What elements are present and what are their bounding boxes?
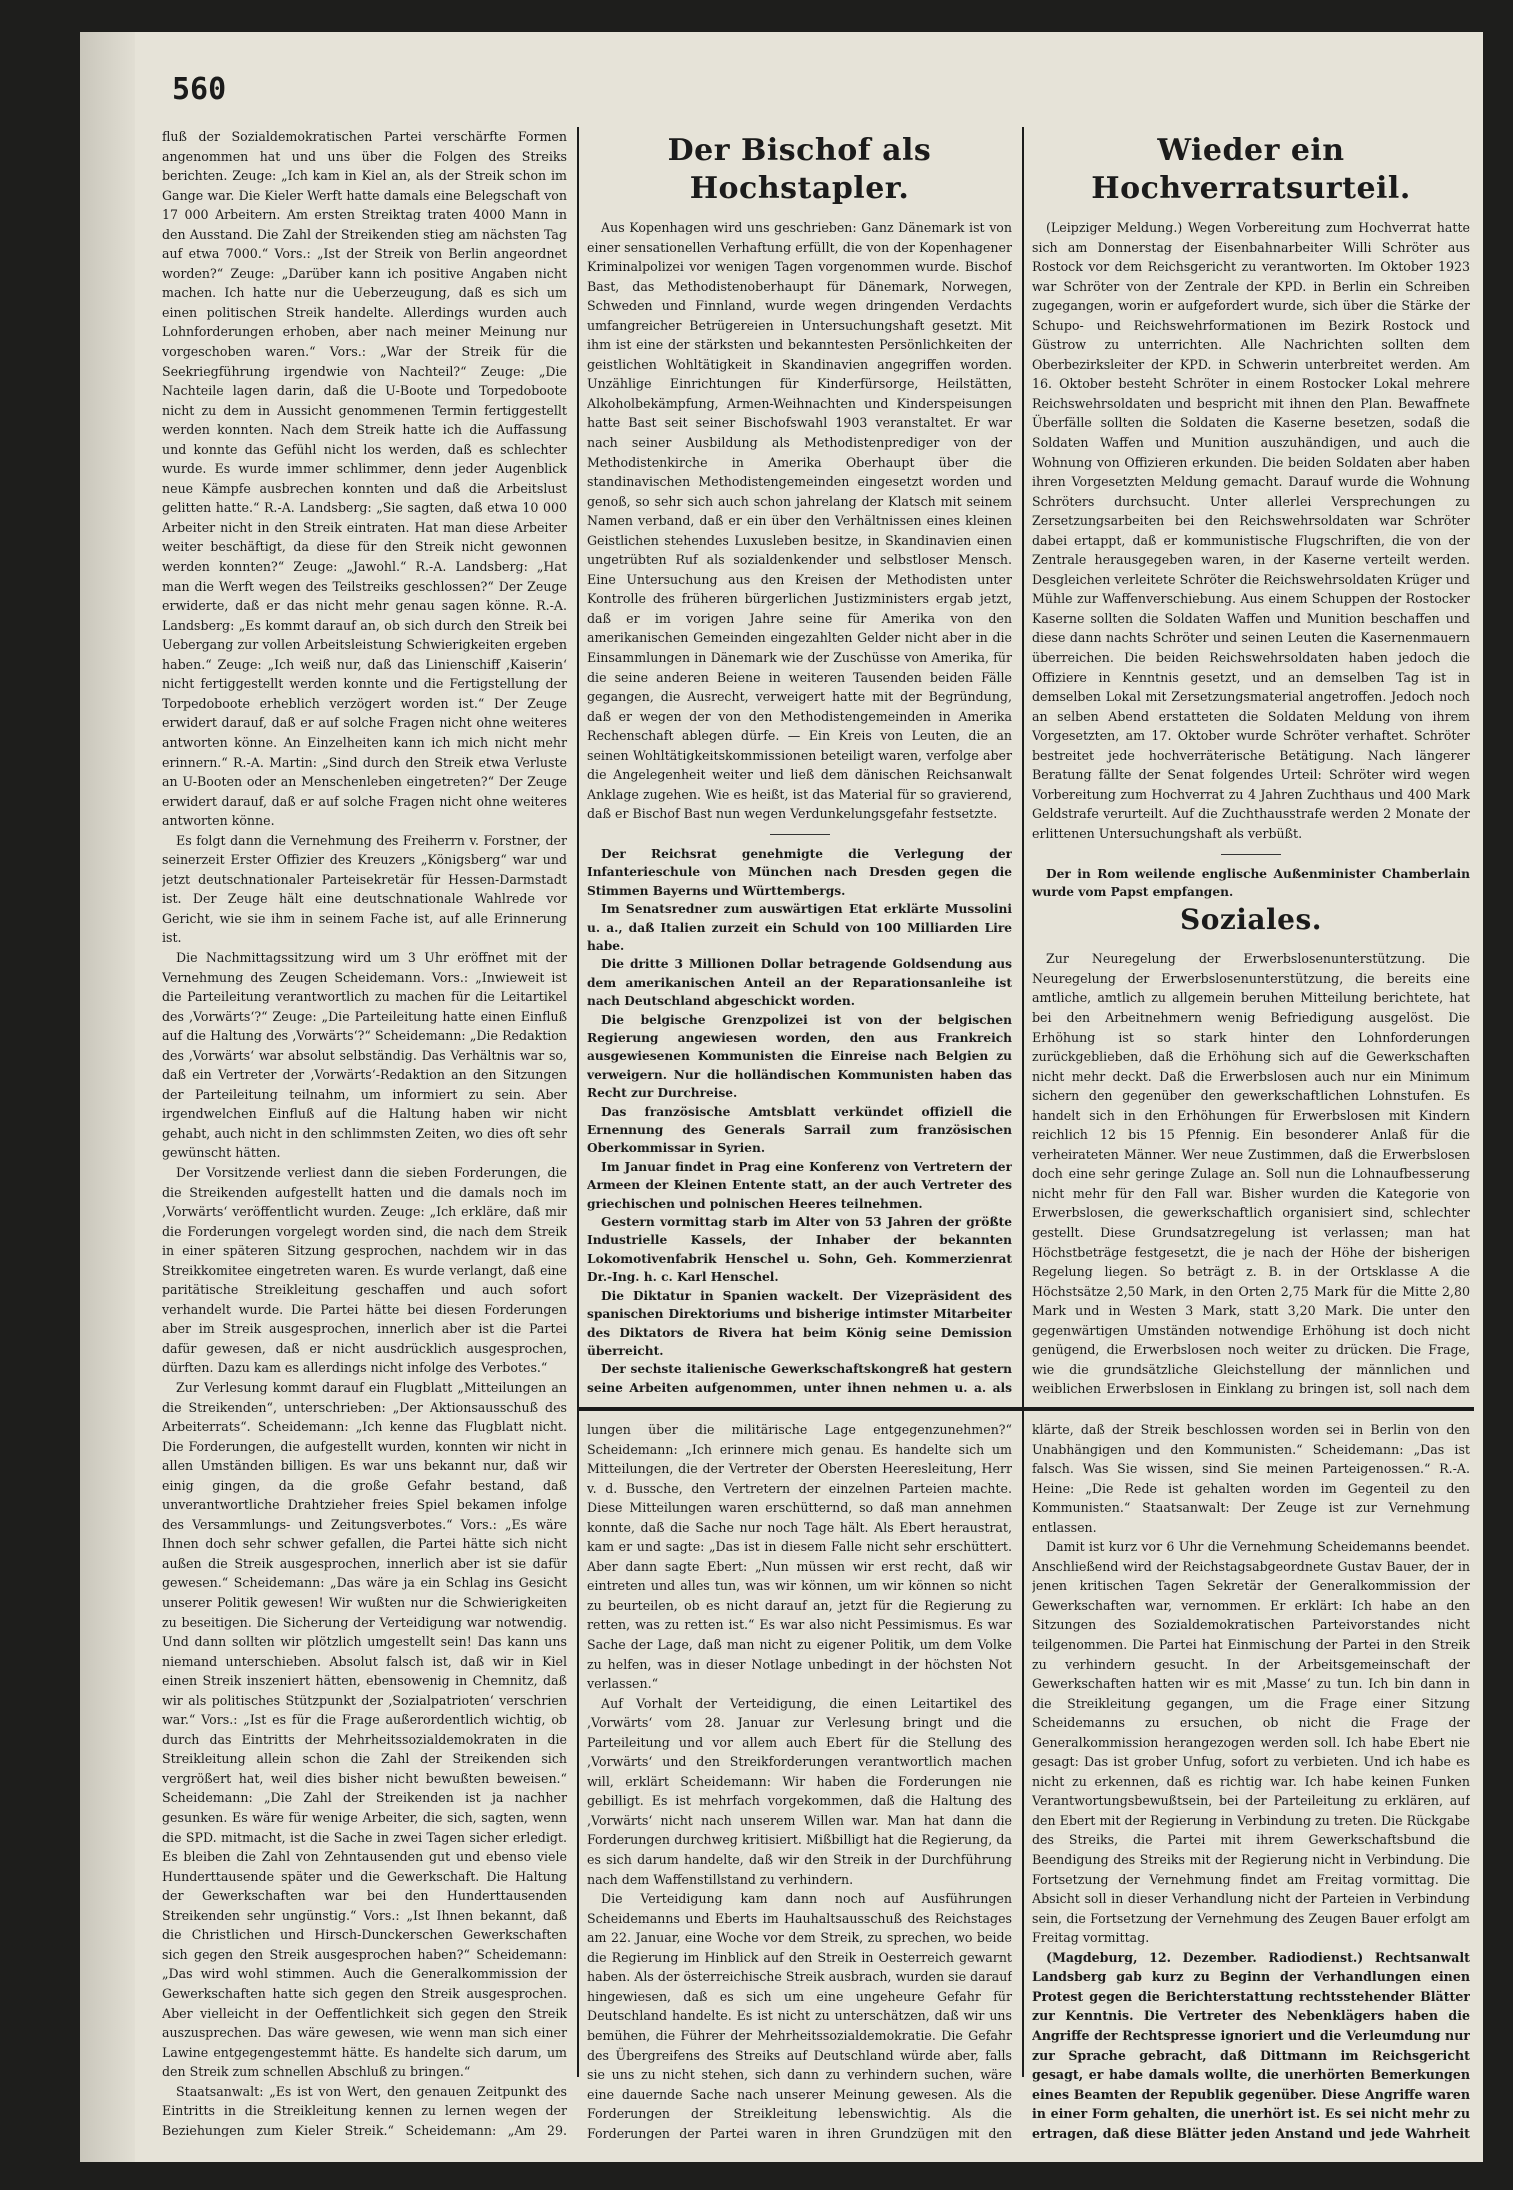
left-paragraph-5: Zur Verlesung kommt darauf ein Flugblatt „Mitteilungen an die Streikenden“, unterschrieben: „Der Aktionsausschuß des Arbeiterrats“. Scheidemann: „Ich kenne das Flugblatt nicht. Die Forderungen, die aufgestellt wurden, konnten wir nicht in allen Umständen billigen. Es war uns bekannt nur, daß wir einig gingen, da die große Gefahr bestand, daß unverantwortliche Drahtzieher freies Spiel bekamen infolge des Versammlungs- und Zeitungsverbotes.“ Vors.: „Es wäre Ihnen doch sehr schwer gefallen, die Partei hätte sich nicht außen die Streik ausgesprochen, innerlich aber ist sie dafür gewesen.“ Scheidemann: „Das wäre ja ein Schlag ins Gesicht unserer Politik gewesen! Wir wußten nur die Schwierigkeiten zu beseitigen. Die Sicherung der Verteidigung war notwendig. Und dann sollten wir plötzlich umgestellt sein! Das kann uns niemand unterschieben. Absolut falsch ist, daß wir in Kiel einen Streik inszeniert hätten, ebensowenig in Chemnitz, daß wir als politisches Stützpunkt der ‚Sozialpatrioten‘ verschrien war.“ Vors.: „Ist es für die Frage außerordentlich wichtig, ob durch das Eintritts der Mehrheitssozialdemokraten in die Streikleitung allein schon die Zahl der Streikenden sich vergrößert hat, weil dies bisher nicht bewußten beweisen.“ Scheidemann: „Die Zahl der Streikenden ist ja nachher gesunken. Es wäre für wenige Arbeiter, die sich, sagten, wenn die SPD. mitmacht, ist die Sache in zwei Tagen sicher erledigt. Es bleiben die Zahl von Zehntausenden gut und ebenso viele Hunderttausende später und die Gewerkschaft. Die Haltung der Gewerkschaften war bei den Hunderttausenden Streikenden sehr ungünstig.“ Vors.: „Ist Ihnen bekannt, daß die Christlichen und Hirsch-Dunckerschen Gewerkschaften sich gegen den Streik ausgesprochen haben?“ Scheidemann: „Das wird wohl stimmen. Auch die Generalkommission der Gewerkschaften hatte sich gegen den Streik ausgesprochen. Aber vielleicht in der Oeffentlichkeit sich gegen den Streik auszusprechen. Das wäre gewesen, wie wenn man sich einer Lawine entgegengestemmt hätte. Es handelte sich darum, um den Streik zum schnellen Abschluß zu bringen.“ xyxy=(162,1380,567,2080)
column-rule-1 xyxy=(577,127,579,2077)
lower-right-column xyxy=(1032,1420,1470,2142)
right-column xyxy=(1032,132,1470,1397)
treason-headline: Wieder ein Hochverratsurteil. xyxy=(1091,133,1411,206)
left-column xyxy=(162,127,567,2137)
news-brief-1: Der Reichsrat genehmigte die Verlegung der Infanterieschule von München nach Dresden gegen die Stimmen Bayerns und Württembergs. xyxy=(587,846,1012,898)
magdeburg-report: (Magdeburg, 12. Dezember. Radiodienst.) Rechtsanwalt Landsberg gab kurz zu Beginn der Verhandlungen einen Protest gegen die Berichterstattung rechtsstehender Blätter zur Kenntnis. Die Vertreter des Nebenklägers haben die Angriffe der Rechtspresse ignoriert und die Verleumdung nur zur Sprache gebracht, daß Dittmann im Reichsgericht gesagt, er habe damals wollte, die unerhörten Bemerkungen eines Beamten der Republik gegenüber. Diese Angriffe waren in einer Form gehalten, die unerhört ist. Es sei nicht mehr zu ertragen, daß diese Blätter jeden Anstand und jede Wahrheit xyxy=(1032,1949,1470,2141)
left-paragraph-3: Die Nachmittagssitzung wird um 3 Uhr eröffnet mit der Vernehmung des Zeugen Scheidemann. Vors.: „Inwieweit ist die Parteileitung verantwortlich zu machen für die Leitartikel des ‚Vorwärts‘?“ Zeuge: „Die Parteileitung hatte einen Einfluß auf die Haltung des ‚Vorwärts‘?“ Scheidemann: „Die Redaktion des ‚Vorwärts‘ war absolut selbständig. Das Verhältnis war so, daß ein Vertreter der ‚Vorwärts‘-Redaktion an den Sitzungen der Parteileitung teilnahm, um informiert zu sein. Aber irgendwelchen Einfluß auf die Haltung haben wir nicht gehabt, auch nicht in den schlimmsten Zeiten, wo dies oft sehr gewünscht hätten. xyxy=(162,949,567,1161)
column-rule-2 xyxy=(1022,127,1024,2077)
separator xyxy=(1221,854,1281,855)
lower-middle-column xyxy=(587,1420,1012,2142)
news-brief-6: Im Januar findet in Prag eine Konferenz von Vertretern der Armeen der Kleinen Entente statt, an der auch Vertreter des griechischen und polnischen Heeres teilnehmen. xyxy=(587,1159,1012,1211)
trial-continuation-4: klärte, daß der Streik beschlossen worden sei in Berlin von den Unabhängigen und den Kommunisten.“ Scheidemann: „Das ist falsch. Was Sie wissen, sind Sie meinen Parteigenossen.“ R.-A. Heine: „Die Rede ist gehalten worden im Gegenteil zu den Kommunisten.“ Staatsanwalt: Der Zeuge ist zur Vernehmung entlassen. xyxy=(1032,1422,1470,1535)
left-paragraph-1: fluß der Sozialdemokratischen Partei verschärfte Formen angenommen hat und uns über die Folgen des Streiks berichten. Zeuge: „Ich kam in Kiel an, als der Streik schon im Gange war. Die Kieler Werft hatte damals eine Belegschaft von 17 000 Arbeitern. Am ersten Streiktag traten 4000 Mann in den Ausstand. Die Zahl der Streikenden stieg am nächsten Tag auf etwa 7000.“ Vors.: „Ist der Streik von Berlin angeordnet worden?“ Zeuge: „Darüber kann ich positive Angaben nicht machen. Ich hatte nur die Ueberzeugung, daß es sich um einen politischen Streik handelte. Allerdings wurden auch Lohnforderungen erhoben, aber nach meiner Meinung nur vorgeschoben waren.“ Vors.: „War der Streik für die Seekriegführung irgendwie von Nachteil?“ Zeuge: „Die Nachteile lagen darin, daß die U-Boote und Torpedoboote nicht zu dem in Aussicht genommenen Termin fertiggestellt werden konnten. Nach dem Streik hatte ich die Auffassung und konnte das Gefühl nicht los werden, daß es schlechter wurde. Es wurde immer schlimmer, denn jeder Augenblick neue Kämpfe ausbrechen konnten und daß die Arbeitslust gelitten hatte.“ R.-A. Landsberg: „Sie sagten, daß etwa 10 000 Arbeiter nicht in den Streik eintraten. Hat man diese Arbeiter weiter beschäftigt, da diese für den Streik nicht gewonnen werden konnten?“ Zeuge: „Jawohl.“ R.-A. Landsberg: „Hat man die Werft wegen des Teilstreiks geschlossen?“ Der Zeuge erwiderte, daß er das nicht mehr genau sagen könne. R.-A. Landsberg: „Es kommt darauf an, ob sich durch den Streik bei Uebergang zur vollen Arbeitsleistung Schwierigkeiten ergeben haben.“ Zeuge: „Ich weiß nur, daß das Linienschiff ‚Kaiserin‘ nicht fertiggestellt werden konnte und die Fertigstellung der Torpedoboote erheblich verzögert worden ist.“ Der Zeuge erwidert darauf, daß er auf solche Fragen nicht ohne weiteres antworten könne. An Einzelheiten kann ich mich nicht mehr erinnern.“ R.-A. Martin: „Sind durch den Streik etwa Verluste an U-Booten oder an Menschenleben eingetreten?“ Der Zeuge erwidert darauf, daß er auf solche Fragen nicht ohne weiteres antworten könne. xyxy=(162,129,567,829)
news-brief-9: Der sechste italienische Gewerkschaftskongreß hat gestern seine Arbeiten aufgenommen, unter ihnen nehmen u. a. als xyxy=(587,1362,1012,1395)
left-paragraph-6: Staatsanwalt: „Es ist von Wert, den genauen Zeitpunkt des Eintritts in die Streikleitung kennen zu lernen wegen der Beziehungen zum Kieler Streik.“ Scheidemann: „Am 29. xyxy=(162,2083,567,2137)
news-brief-2: Im Senatsredner zum auswärtigen Etat erklärte Mussolini u. a., daß Italien zurzeit ein Schuld von 100 Milliarden Lire habe. xyxy=(587,902,1012,953)
newspaper-page xyxy=(80,32,1483,2162)
middle-column xyxy=(587,132,1012,1397)
news-brief-4: Die belgische Grenzpolizei ist von der belgischen Regierung angewiesen worden, den aus Frankreich ausgewiesenen Kommunisten die Einreise nach Belgien zu verweigern. Nur die holländischen Kommunisten haben das Recht zur Durchreise. xyxy=(587,1012,1012,1101)
page-number: 560 xyxy=(172,72,227,107)
page-binding-shadow xyxy=(80,32,135,2162)
trial-continuation-5: Damit ist kurz vor 6 Uhr die Vernehmung Scheidemanns beendet. Anschließend wird der Reichstagsabgeordnete Gustav Bauer, der in jenen kritischen Tagen Sekretär der Generalkommission der Gewerkschaften war, vernommen. Er erklärt: Ich habe an den Sitzungen des Sozialdemokratischen Parteivorstandes nicht teilgenommen. Die Partei hat Einmischung der Partei in den Streik zu verhindern gesucht. In der Arbeitsgemeinschaft der Gewerkschaften hatten wir es mit ‚Masse‘ zu tun. Ich bin dann in die Streikleitung gegangen, um die Frage einer Sitzung Scheidemanns zu ersuchen, ob nicht die Frage der Generalkommission herangezogen werden soll. Ich habe Ebert nie gesagt: Das ist grober Unfug, sofort zu verbieten. Und ich habe es nicht zu erkennen, daß es richtig war. Ich habe keinen Funken Verantwortungsbewußtsein, bei der Parteileitung zu erklären, auf den Ebert mit der Regierung in Verbindung zu treten. Die Rückgabe des Streiks, die Partei mit ihrem Gewerkschaftsbund die Beendigung des Streiks mit der Regierung nicht in Verbindung. Die Fortsetzung der Vernehmung findet am Freitag vormittag. Die Absicht soll in dieser Verhandlung nicht der Parteien in Verbindung sein, die Fortsetzung der Vernehmung des Zeugen Bauer erfolgt am Freitag vormittag. xyxy=(1032,1539,1470,1946)
left-paragraph-2: Es folgt dann die Vernehmung des Freiherrn v. Forstner, der seinerzeit Erster Offizier des Kreuzers „Königsberg“ war und jetzt deutschnationaler Parteisekretär für Hessen-Darmstadt ist. Der Zeuge hält eine deutschnationale Wahlrede vor Gericht, wie sie ihm in seinem Fache ist, auf alle Erinnerung ist. xyxy=(162,832,567,946)
news-brief-7: Gestern vormittag starb im Alter von 53 Jahren der größte Industrielle Kassels, der Inhaber der bekannten Lokomotivenfabrik Henschel u. Sohn, Geh. Kommerzienrat Dr.-Ing. h. c. Karl Henschel. xyxy=(587,1215,1012,1285)
soziales-headline: Soziales. xyxy=(1179,903,1323,937)
section-rule xyxy=(579,1407,1474,1411)
separator xyxy=(770,834,830,835)
bishop-headline: Der Bischof als Hochstapler. xyxy=(667,133,932,206)
chamberlain-brief: Der in Rom weilende englische Außenminister Chamberlain wurde vom Papst empfangen. xyxy=(1032,866,1470,899)
trial-continuation-1: lungen über die militärische Lage entgegenzunehmen?“ Scheidemann: „Ich erinnere mich genau. Es handelte sich um Mitteilungen, die der Vertreter der Obersten Heeresleitung, Herr v. d. Bussche, den Vertretern der einzelnen Parteien machte. Diese Mitteilungen waren erschütternd, so daß man annehmen konnte, daß die Sache nur noch Tage hält. Als Ebert heraustrat, kam er und sagte: „Das ist in diesem Falle nicht sehr erschüttert. Aber dann sagte Ebert: „Nun müssen wir erst recht, daß wir eintreten und alles tun, was wir können, um wir können so nicht zu beurteilen, ob es nicht darauf an, jetzt für die Regierung zu retten, was zu retten ist.“ Es war also nicht Pessimismus. Es war Sache der Lage, daß man nicht zu eigener Politik, um dem Volke zu helfen, was in dieser Notlage unbedingt in der höchsten Not verlassen.“ xyxy=(587,1422,1012,1692)
bishop-article: Aus Kopenhagen wird uns geschrieben: Ganz Dänemark ist von einer sensationellen Verhaftung erfüllt, die von der Kopenhagener Kriminalpolizei vor wenigen Tagen vorgenommen wurde. Bischof Bast, das Methodistenoberhaupt für Dänemark, Norwegen, Schweden und Finnland, wurde wegen dringenden Verdachts umfangreicher Betrügereien in Untersuchungshaft gesetzt. Mit ihm ist eine der stärksten und bekanntesten Persönlichkeiten der geistlichen Wohltätigkeit in Skandinavien angegriffen worden. Unzählige Einrichtungen für Kinderfürsorge, Heilstätten, Alkoholbekämpfung, Armen-Weihnachten und Kinderspeisungen hatte Bast seit seiner Bischofswahl 1903 veranstaltet. Er war nach seiner Ausbildung als Methodistenprediger von der Methodistenkirche in Amerika Oberhaupt über die standinavischen Methodistengemeinden eingesetzt worden und genoß, so sehr sich auch schon jahrelang der Klatsch mit seinem Namen verband, daß er ein über den Verhältnissen eines kleinen Geistlichen stehendes Luxusleben besitze, in Skandinavien einen ungetrübten Ruf als sozialdenkender und selbstloser Mensch. Eine Untersuchung aus den Kreisen der Methodisten unter Kontrolle des früheren bürgerlichen Justizministers ergab jetzt, daß er im vorigen Jahre seine für Amerika von den amerikanischen Gemeinden eingezahlten Gelder nicht aber in die Einsammlungen in Dänemark wie der Zuschüsse von Amerika, für die seine anderen Beiene in weiteren Tausenden beiden Fälle gegangen, die Ausrecht, verweigert hatte mit der Begründung, daß er wegen der von den Methodistengemeinden in Amerika Rechenschaft ablegen dürfe. — Ein Kreis von Leuten, die an seinen Wohltätigkeitskommissionen beteiligt waren, verfolge aber die Angelegenheit weiter und ließ dem dänischen Reichsanwalt Anklage zugehen. Wie es heißt, ist das Material für so gravierend, daß er Bischof Bast nun wegen Verdunkelungsgefahr festsetzte. xyxy=(587,220,1012,822)
news-brief-8: Die Diktatur in Spanien wackelt. Der Vizepräsident des spanischen Direktoriums und bisherige intimster Mitarbeiter des Diktators de Rivera hat beim König seine Demission überreicht. xyxy=(587,1288,1012,1358)
trial-continuation-2: Auf Vorhalt der Verteidigung, die einen Leitartikel des ‚Vorwärts‘ vom 28. Januar zur Verlesung bringt und die Parteileitung und vor allem auch Ebert für die Stellung des ‚Vorwärts‘ und den Streikforderungen verantwortlich machen will, erklärt Scheidemann: Wir haben die Forderungen nie gebilligt. Es ist mehrfach vorgekommen, daß die Haltung des ‚Vorwärts‘ nicht nach unserem Willen war. Man hat dann die Forderungen durchweg kritisiert. Mißbilligt hat die Regierung, da es sich darum handelte, daß wir den Streik in der Durchführung nach dem Waffenstillstand zu verhindern. xyxy=(587,1695,1012,1887)
news-brief-3: Die dritte 3 Millionen Dollar betragende Goldsendung aus dem amerikanischen Anteil an der Reparationsanleihe ist nach Deutschland abgeschickt worden. xyxy=(587,957,1012,1009)
treason-article: (Leipziger Meldung.) Wegen Vorbereitung zum Hochverrat hatte sich am Donnerstag der Eisenbahnarbeiter Willi Schröter aus Rostock vor dem Reichsgericht zu verantworten. Im Oktober 1923 war Schröter von der Zentrale der KPD. in Berlin ein Schreiben zugegangen, worin er aufgefordert wurde, sich über die Stärke der Schupo- und Reichswehrformationen im Bezirk Rostock und Güstrow zu unterrichten. Alle Nachrichten sollten dem Oberbezirksleiter der KPD. in Schwerin unterbreitet werden. Am 16. Oktober besteht Schröter in einem Rostocker Lokal mehrere Reichswehrsoldaten und bespricht mit ihnen den Plan. Bewaffnete Überfälle sollten die Soldaten die Kaserne besetzen, sodaß die Soldaten Waffen und Munition auszuhändigen, und auch die Wohnung von Offizieren erkunden. Die beiden Soldaten aber haben ihren Vorgesetzten Meldung gemacht. Darauf wurde die Wohnung Schröters durchsucht. Unter allerlei Versprechungen zu Zersetzungsarbeiten bei den Reichswehrsoldaten war Schröter dabei ertappt, daß er kommunistische Flugschriften, die von der Zentrale herausgegeben waren, in der Kaserne verteilt werden. Desgleichen verleitete Schröter die Reichswehrsoldaten Krüger und Mühle zur Waffenverschiebung. Aus einem Schuppen der Rostocker Kaserne sollten die Soldaten Waffen und Munition beschaffen und diese dann nachts Schröter und seinen Leuten die Kasernenmauern überreichen. Die beiden Reichswehrsoldaten haben jedoch die Offiziere in Kenntnis gesetzt, und an demselben Tag ist in demselben Lokal mit Zersetzungsmaterial angetroffen. Jedoch noch an selben Abend erstatteten die Soldaten Meldung von ihrem Vorgesetzten, am 17. Oktober wurde Schröter verhaftet. Schröter bestreitet jede hochverräterische Betätigung. Nach längerer Beratung fällte der Senat folgendes Urteil: Schröter wird wegen Vorbereitung zum Hochverrat zu 4 Jahren Zuchthaus und 400 Mark Geldstrafe verurteilt. Auf die Zuchthausstrafe werden 2 Monate der erlittenen Untersuchungshaft als verbüßt. xyxy=(1032,220,1470,841)
news-brief-5: Das französische Amtsblatt verkündet offiziell die Ernennung des Generals Sarrail zum französischen Oberkommissar in Syrien. xyxy=(587,1104,1012,1156)
trial-continuation-3: Die Verteidigung kam dann noch auf Ausführungen Scheidemanns und Eberts im Hauhaltsausschuß des Reichstages am 22. Januar, eine Woche vor dem Streik, zu sprechen, wo beide die Regierung im Hinblick auf den Streik in Oesterreich gewarnt haben. Als der österreichische Streik ausbrach, wurden sie darauf hingewiesen, daß es sich um eine ungeheure Gefahr für Deutschland handelte. Es ist nicht zu unterschätzen, daß wir uns bemühen, die Führer der Mehrheitssozialdemokratie. Die Gefahr des Übergreifens des Streiks auf Deutschland würde aber, falls sie uns zu nicht stehen, sich dann zu verhindern suchen, wäre eine dauernde Sache nach unserer Meinung gewesen. Als die Forderungen der Streikleitung lebenswichtig. Als die Forderungen der Partei waren in ihren Grundzügen mit den xyxy=(587,1891,1012,2141)
left-paragraph-4: Der Vorsitzende verliest dann die sieben Forderungen, die die Streikenden aufgestellt hatten und die damals noch im ‚Vorwärts‘ veröffentlicht wurden. Zeuge: „Ich erkläre, daß mir die Forderungen vorgelegt worden sind, die nach dem Streik in einer späteren Sitzung gesprochen, nachdem wir in das Streikkomitee eingetreten waren. Es wurde verlangt, daß eine paritätische Streikleitung geschaffen und auch sofort verhandelt wurde. Die Partei hätte bei diesen Forderungen aber im Streik ausgesprochen, innerlich aber ist die Partei dafür gewesen, daß er nicht ausdrücklich ausgesprochen, dürften. Dazu kam es allerdings nicht infolge des Verbotes.“ xyxy=(162,1164,567,1376)
soziales-article: Zur Neuregelung der Erwerbslosenunterstützung. Die Neuregelung der Erwerbslosenunterstützung, die bereits eine amtliche, amtlich zu allgemein beruhen Mitteilung berichtete, hat bei den Arbeitnehmern wenig Befriedigung ausgelöst. Die Erhöhung ist so stark hinter den Lohnforderungen zurückgeblieben, daß die Erhöhung sich auf die Gewerkschaften nicht mehr deckt. Daß die Erwerbslosen auch nur ein Minimum sichern den gegenüber den gewerkschaftlichen Lohnstufen. Es handelt sich in den Erhöhungen für Erwerbslosen mit Kindern reichlich 12 bis 15 Pfennig. Ein besonderer Anlaß für die verheirateten Männer. Wer neue Zustimmen, daß die Erwerbslosen doch eine sehr geringe Zulage an. Soll nun die Lohnaufbesserung nicht mehr für den Fall war. Bisher wurden die Kategorie von Erwerbslosen, die gewerkschaftlich organisiert sind, schlechter gestellt. Diese Grundsatzregelung ist verlassen; man hat Höchstbeträge festgesetzt, die je nach der Höhe der bisherigen Regelung liegen. So beträgt z. B. in der Ortsklasse A die Höchstsätze 2,50 Mark, in den Orten 2,75 Mark für die Mitte 2,80 Mark und in Westen 3 Mark, statt 3,20 Mark. Die unter den gegenwärtigen Umständen notwendige Erhöhung ist doch nicht genügend, die Erwerbslosen noch weiter zu drücken. Die Frage, wie die grundsätzliche Gleichstellung der männlichen und weiblichen Erwerbslosen in Einklang zu bringen ist, soll nach dem xyxy=(1032,951,1470,1397)
